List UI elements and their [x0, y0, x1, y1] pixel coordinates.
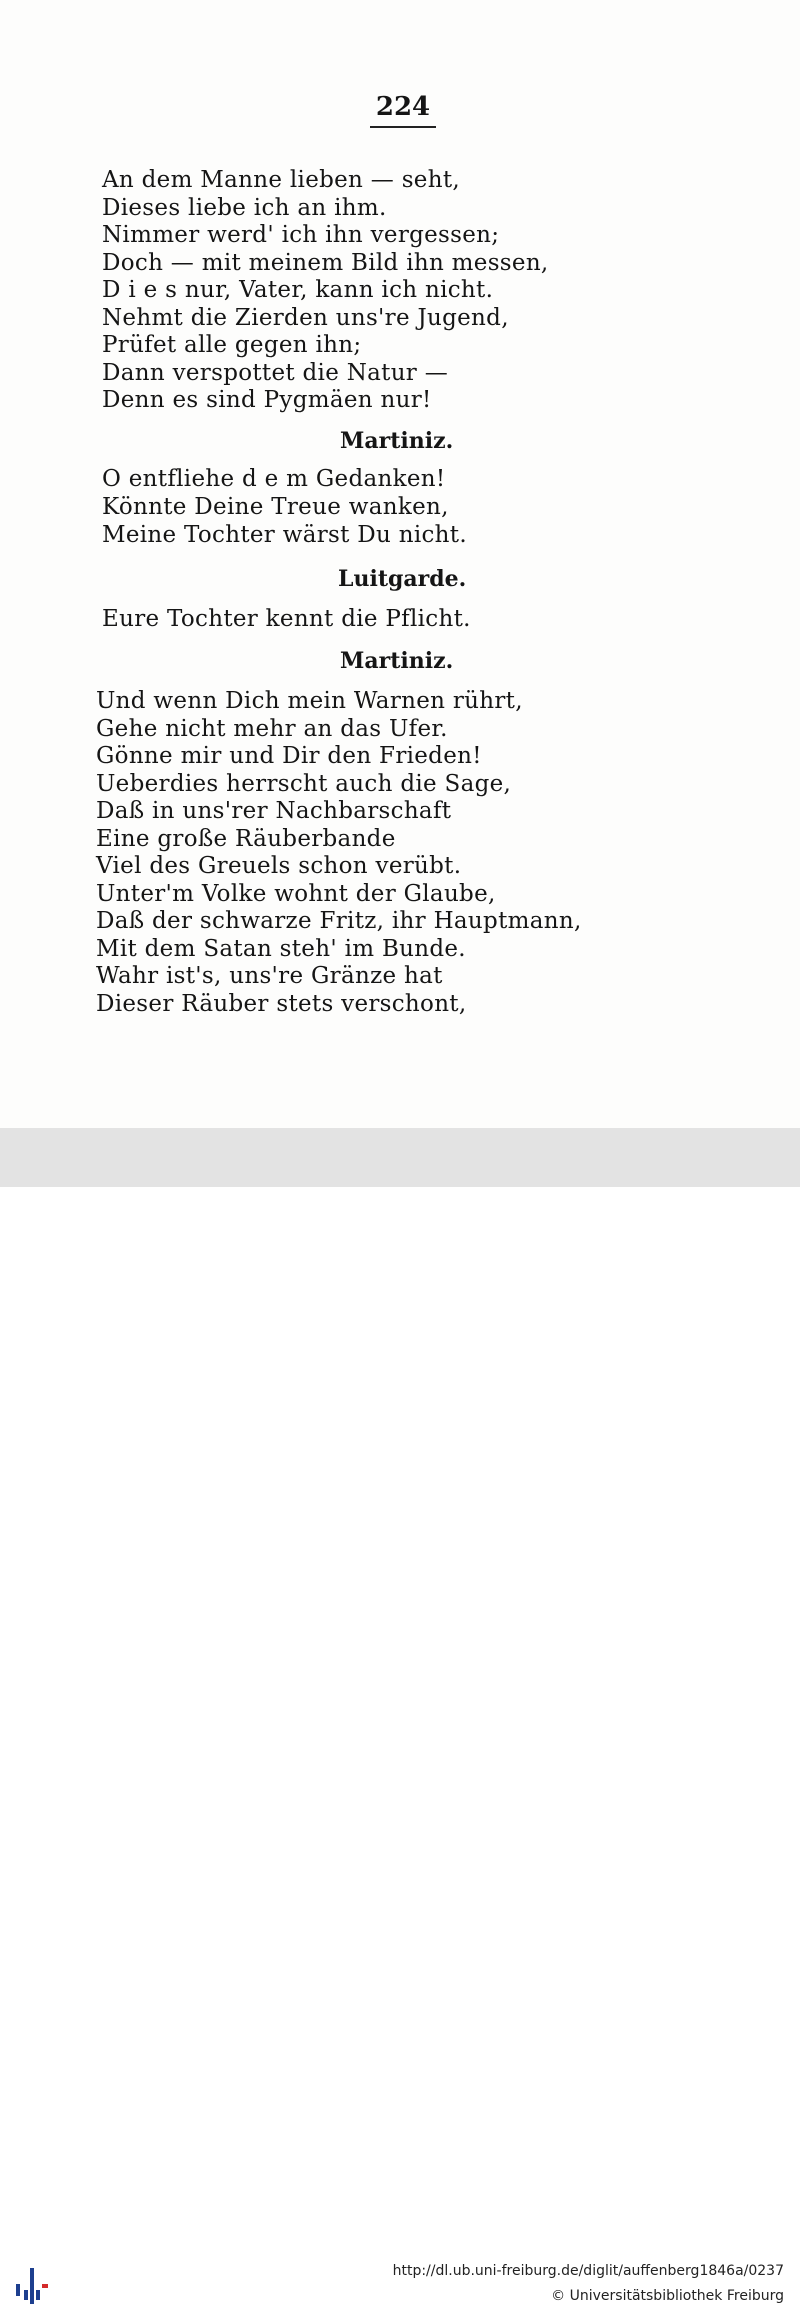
verse-line: Daß in uns'rer Nachbarschaft — [96, 798, 452, 824]
verse-line: Gönne mir und Dir den Frieden! — [96, 743, 482, 769]
verse-line: Dann verspottet die Natur — — [102, 360, 449, 386]
book-page — [0, 0, 800, 1128]
speaker-name: Martiniz. — [340, 428, 454, 454]
speaker-name: Luitgarde. — [338, 566, 467, 592]
page-number-rule — [370, 126, 436, 128]
verse-line: Gehe nicht mehr an das Ufer. — [96, 716, 448, 742]
verse-line: Meine Tochter wärst Du nicht. — [102, 522, 467, 548]
verse-line: Denn es sind Pygmäen nur! — [102, 387, 432, 413]
permalink-url[interactable]: http://dl.ub.uni-freiburg.de/diglit/auffenberg1846a/0237 — [392, 2263, 784, 2279]
ub-freiburg-logo-icon[interactable] — [12, 2266, 52, 2306]
verse-line: Könnte Deine Treue wanken, — [102, 494, 449, 520]
verse-line: Eure Tochter kennt die Pflicht. — [102, 606, 471, 632]
verse-line: O entfliehe d e m Gedanken! — [102, 466, 446, 492]
verse-line: D i e s nur, Vater, kann ich nicht. — [102, 277, 494, 303]
verse-line: Und wenn Dich mein Warnen rührt, — [96, 688, 523, 714]
page-number: 224 — [375, 92, 431, 122]
viewer-footer — [0, 1128, 800, 2304]
verse-line: Unter'm Volke wohnt der Glaube, — [96, 881, 496, 907]
verse-line: Daß der schwarze Fritz, ihr Hauptmann, — [96, 908, 582, 934]
copyright-notice: © Universitätsbibliothek Freiburg — [551, 2288, 784, 2304]
verse-line: Prüfet alle gegen ihn; — [102, 332, 362, 358]
speaker-name: Martiniz. — [340, 648, 454, 674]
verse-line: Nimmer werd' ich ihn vergessen; — [102, 222, 500, 248]
verse-line: Dieses liebe ich an ihm. — [102, 195, 387, 221]
verse-line: Dieser Räuber stets verschont, — [96, 991, 467, 1017]
verse-line: Nehmt die Zierden uns're Jugend, — [102, 305, 509, 331]
verse-line: Mit dem Satan steh' im Bunde. — [96, 936, 466, 962]
verse-line: An dem Manne lieben — seht, — [102, 167, 460, 193]
verse-line: Viel des Greuels schon verübt. — [96, 853, 462, 879]
verse-line: Wahr ist's, uns're Gränze hat — [96, 963, 443, 989]
verse-line: Doch — mit meinem Bild ihn messen, — [102, 250, 549, 276]
verse-line: Eine große Räuberbande — [96, 826, 396, 852]
verse-line: Ueberdies herrscht auch die Sage, — [96, 771, 512, 797]
